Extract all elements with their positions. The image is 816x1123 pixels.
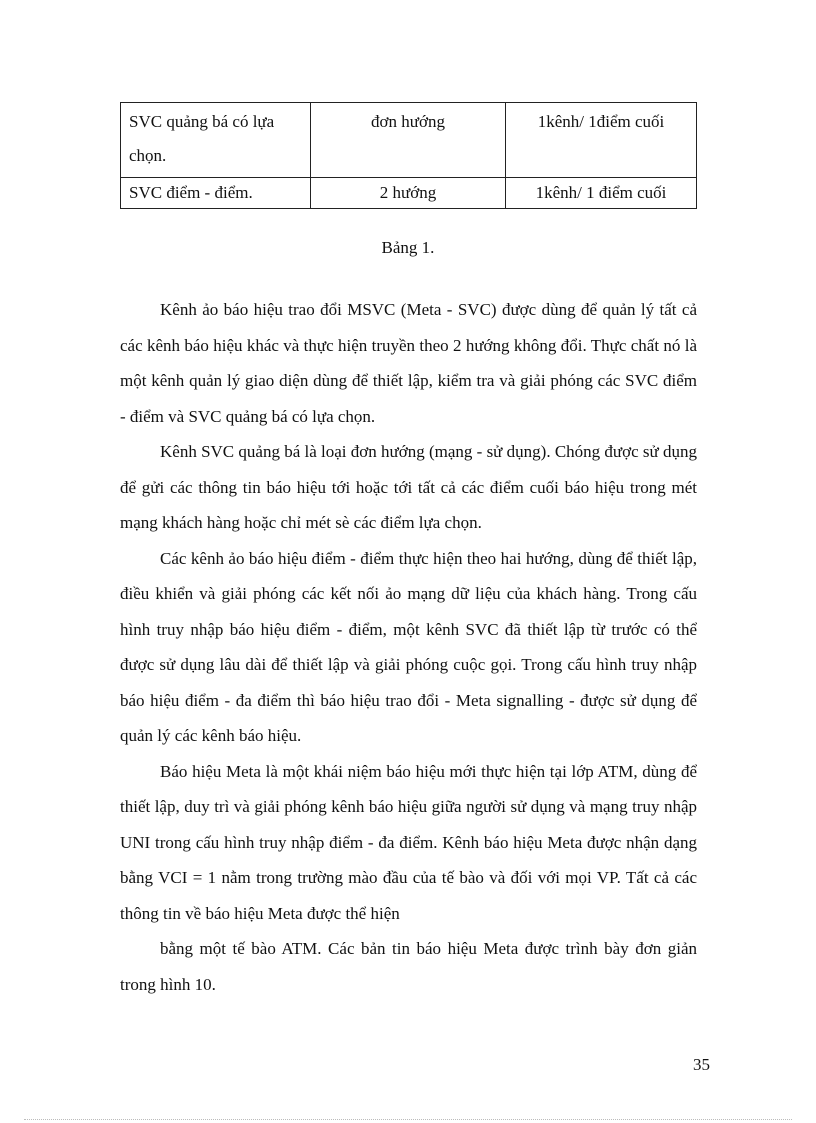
paragraph: Kênh SVC quảng bá là loại đơn hướng (mạng - sử dụng). Chóng được sử dụng để gửi các thông tin báo hiệu tới hoặc tới tất cả các điểm cuối báo hiệu trong mét mạng khách hàng hoặc chỉ mét sè các điểm lựa chọn. [120,442,697,532]
table-row [121,178,697,209]
page-number: 35 [693,1055,710,1074]
table-cell: đơn hướng [311,103,506,178]
signalling-table [120,102,697,209]
page-bottom-border [24,1119,792,1120]
table-cell: 2 hướng [311,178,506,209]
paragraph: Báo hiệu Meta là một khái niệm báo hiệu mới thực hiện tại lớp ATM, dùng để thiết lập, duy trì và giải phóng kênh báo hiệu giữa người sử dụng và mạng truy nhập UNI trong cấu hình truy nhập điểm - đa điểm. Kênh báo hiệu Meta được nhận dạng bằng VCI = 1 nằm trong trường mào đầu của tế bào và đối với mọi VP. Tất cả các thông tin về báo hiệu Meta được thể hiện [120,761,697,923]
table-cell: SVC quảng bá có lựa chọn. [121,103,311,178]
paragraph: Kênh ảo báo hiệu trao đổi MSVC (Meta - SVC) được dùng để quản lý tất cả các kênh báo hiệu khác và thực hiện truyền theo 2 hướng không đổi. Thực chất nó là một kênh quản lý giao diện dùng để thiết lập, kiểm tra và giải phóng các SVC điểm - điểm và SVC quảng bá có lựa chọn. [120,300,697,426]
table-cell: 1kênh/ 1 điểm cuối [506,178,697,209]
paragraph: bằng một tế bào ATM. Các bản tin báo hiệu Meta được trình bày đơn giản trong hình 10. [120,939,697,994]
table-caption: Bảng 1. [381,238,435,257]
body-text [120,292,697,1002]
table-cell: 1kênh/ 1điểm cuối [506,103,697,178]
paragraph: Các kênh ảo báo hiệu điểm - điểm thực hiện theo hai hướng, dùng để thiết lập, điều khiển và giải phóng các kết nối ảo mạng dữ liệu của khách hàng. Trong cấu hình truy nhập báo hiệu điểm - điểm, một kênh SVC đã thiết lập từ trước có thể được sử dụng lâu dài để thiết lập và giải phóng cuộc gọi. Trong cấu hình truy nhập báo hiệu điểm - đa điểm thì báo hiệu trao đổi - Meta signalling - được sử dụng để quản lý các kênh báo hiệu. [120,548,697,745]
table-row [121,103,697,178]
table-cell: SVC điểm - điểm. [121,178,311,209]
